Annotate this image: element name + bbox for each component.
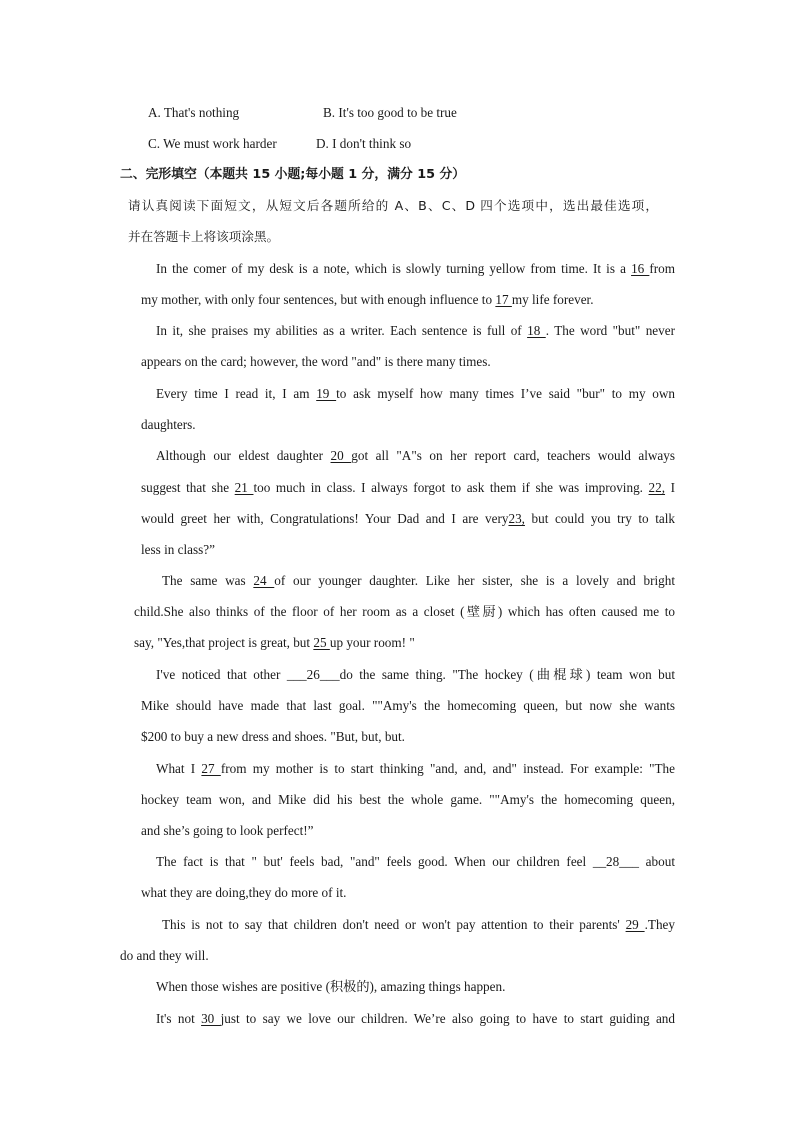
option-a: A. That's nothing: [148, 105, 240, 120]
passage-line: daughters.: [141, 417, 196, 432]
passage-line: child.She also thinks of the floor of her room as a closet (壁厨) which has often caused me to: [134, 604, 675, 619]
instructions-line-1: 请认真阅读下面短文，从短文后各题所给的 A、B、C、D 四个选项中，选出最佳选项，: [128, 198, 658, 213]
passage-line: In it, she praises my abilities as a writer. Each sentence is full of 18 . The word "but" never: [156, 323, 676, 338]
passage-line: what they are doing,they do more of it.: [141, 885, 347, 900]
passage-line: Although our eldest daughter 20 got all "A"s on her report card, teachers would always: [156, 448, 675, 463]
blank-17: 17: [495, 292, 512, 307]
passage-line: less in class?”: [141, 542, 215, 557]
passage-line: my mother, with only four sentences, but with enough influence to 17 my life forever.: [141, 292, 594, 307]
passage-line: I've noticed that other ___26___do the same thing. "The hockey (曲棍球) team won but: [156, 667, 675, 682]
blank-18: 18: [527, 323, 546, 338]
blank-21: 21: [234, 480, 254, 495]
passage-line: suggest that she 21 too much in class. I always forgot to ask them if she was improving. 22, I: [141, 480, 676, 495]
option-b: B. It's too good to be true: [323, 105, 457, 120]
passage-line: Mike should have made that last goal. ""Amy's the homecoming queen, but now she wants: [141, 698, 675, 713]
blank-24: 24: [253, 573, 275, 588]
passage-line: and she’s going to look perfect!”: [141, 823, 314, 838]
passage-line: Every time I read it, I am 19 to ask myself how many times I’ve said "bur" to my own: [156, 386, 676, 401]
passage-line: appears on the card; however, the word "and" is there many times.: [141, 354, 491, 369]
instructions-line-2: 并在答题卡上将该项涂黑。: [128, 229, 280, 244]
passage-line: The fact is that " but' feels bad, "and" feels good. When our children feel __28___ about: [156, 854, 675, 869]
passage-line: It's not 30 just to say we love our children. We’re also going to have to start guiding and: [156, 1011, 675, 1026]
blank-20: 20: [330, 448, 352, 463]
blank-27: 27: [201, 761, 221, 776]
option-c: C. We must work harder: [148, 136, 277, 151]
passage-line: hockey team won, and Mike did his best the whole game. ""Amy's the homecoming queen,: [141, 792, 675, 807]
blank-19: 19: [316, 386, 337, 401]
blank-23: 23,: [508, 511, 525, 526]
blank-28: __28___: [592, 854, 640, 869]
blank-16: 16: [631, 261, 650, 276]
blank-29: 29: [625, 917, 645, 932]
passage-line: When those wishes are positive (积极的), amazing things happen.: [156, 979, 506, 994]
passage-line: In the comer of my desk is a note, which is slowly turning yellow from time. It is a 16 from: [156, 261, 676, 276]
option-d: D. I don't think so: [316, 136, 412, 151]
passage-line: would greet her with, Congratulations! Your Dad and I are very23, but could you try to talk: [141, 511, 675, 526]
passage-line: This is not to say that children don't need or won't pay attention to their parents' 29 .They: [162, 917, 675, 932]
passage-line: The same was 24 of our younger daughter. Like her sister, she is a lovely and bright: [162, 573, 676, 588]
passage-line: do and they will.: [120, 948, 209, 963]
passage-line: What I 27 from my mother is to start thinking "and, and, and" instead. For example: "The: [156, 761, 676, 776]
blank-25: 25: [313, 635, 330, 650]
section-heading: 二、完形填空（本题共 15 小题;每小题 1 分，满分 15 分）: [120, 167, 466, 182]
passage-line: $200 to buy a new dress and shoes. "But, but, but.: [141, 729, 405, 744]
passage-line: say, "Yes,that project is great, but 25 up your room! ": [134, 635, 415, 650]
blank-30: 30: [201, 1011, 221, 1026]
blank-22: 22,: [648, 480, 666, 495]
blank-26: ___26___: [286, 667, 340, 682]
